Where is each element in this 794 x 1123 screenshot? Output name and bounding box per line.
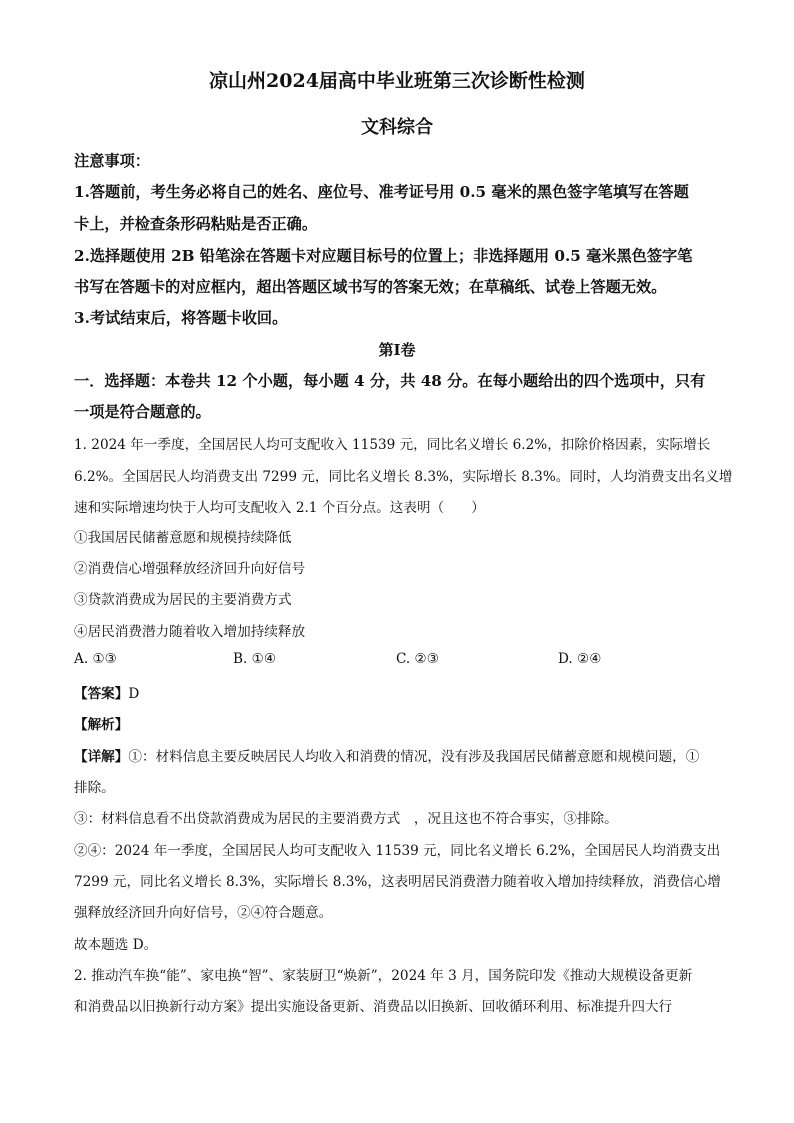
- q2-stem-line: 2. 推动汽车换“能”、家电换“智”、家装厨卫“焕新”，2024 年 3 月，国务院印发《推动大规模设备更新: [74, 968, 693, 984]
- part-label: 第Ⅰ卷: [378, 341, 416, 359]
- q1-option-b: B. ①④: [233, 651, 277, 667]
- notice-heading: 注意事项：: [74, 152, 150, 170]
- q1-explanation-line: ③：材料信息看不出贷款消费成为居民的主要消费方式 ，况且这也不符合事实，③排除。: [74, 811, 618, 827]
- q2-stem-line: 和消费品以旧换新行动方案》提出实施设备更新、消费品以旧换新、回收循环利用、标准提升四大行: [74, 999, 673, 1015]
- q1-stem-line: 1. 2024 年一季度，全国居民人均可支配收入 11539 元，同比名义增长 6.2%，扣除价格因素，实际增长: [74, 437, 711, 453]
- section-instruction: 一．选择题：本卷共 12 个小题，每小题 4 分，共 48 分。在每小题给出的四个选项中，只有: [74, 372, 706, 390]
- answer-tag: 【答案】: [74, 686, 129, 702]
- notice-line: 书写在答题卡的对应框内，超出答题区域书写的答案无效；在草稿纸、试卷上答题无效。: [74, 278, 667, 296]
- q1-explanation-line: 排除。: [74, 780, 115, 796]
- q1-explanation-line: 故本题选 D。: [74, 937, 158, 953]
- explanation-text: ①：材料信息主要反映居民人均收入和消费的情况，没有涉及我国居民储蓄意愿和规模问题，①: [128, 749, 700, 765]
- q1-statement: ②消费信心增强释放经济回升向好信号: [74, 561, 306, 577]
- exam-title: 凉山州2024届高中毕业班第三次诊断性检测: [209, 70, 585, 92]
- notice-line: 3.考试结束后，将答题卡收回。: [74, 309, 288, 327]
- notice-line: 1.答题前，考生务必将自己的姓名、座位号、准考证号用 0.5 毫米的黑色签字笔填写在答题: [74, 183, 689, 201]
- q1-statement: ①我国居民储蓄意愿和规模持续降低: [74, 530, 292, 546]
- notice-line: 2.选择题使用 2B 铅笔涂在答题卡对应题目标号的位置上；非选择题用 0.5 毫米黑色签字笔: [74, 247, 693, 265]
- q1-option-c: C. ②③: [396, 651, 439, 667]
- q1-answer: [74, 682, 722, 702]
- exam-subject: 文科综合: [361, 117, 433, 138]
- q1-explanation-line: 强释放经济回升向好信号，②④符合题意。: [74, 905, 333, 921]
- section-instruction: 一项是符合题意的。: [74, 403, 211, 421]
- analysis-tag: 【解析】: [74, 717, 129, 733]
- q1-analysis: [74, 713, 722, 733]
- answer-value: D: [128, 686, 140, 702]
- q1-stem-line: 速和实际增速均快于人均可支配收入 2.1 个百分点。这表明（ ）: [74, 500, 485, 516]
- q1-option-d: D. ②④: [558, 651, 602, 667]
- q1-stem-line: 6.2%。全国居民人均消费支出 7299 元，同比名义增长 8.3%，实际增长 8.3%。同时，人均消费支出名义增: [74, 469, 733, 485]
- q1-explanation-line: ②④：2024 年一季度，全国居民人均可支配收入 11539 元，同比名义增长 6.2%，全国居民人均消费支出: [74, 843, 721, 859]
- notice-line: 卡上，并检查条形码粘贴是否正确。: [74, 215, 317, 233]
- q1-option-a: A. ①③: [74, 651, 117, 667]
- q1-statement: ④居民消费潜力随着收入增加持续释放: [74, 624, 306, 640]
- q1-statement: ③贷款消费成为居民的主要消费方式: [74, 592, 292, 608]
- detail-tag: 【详解】: [74, 749, 129, 765]
- q1-explanation-line: 7299 元，同比名义增长 8.3%，实际增长 8.3%，这表明居民消费潜力随着收入增加持续释放，消费信心增: [74, 874, 721, 890]
- q1-explanation-line: [74, 745, 722, 765]
